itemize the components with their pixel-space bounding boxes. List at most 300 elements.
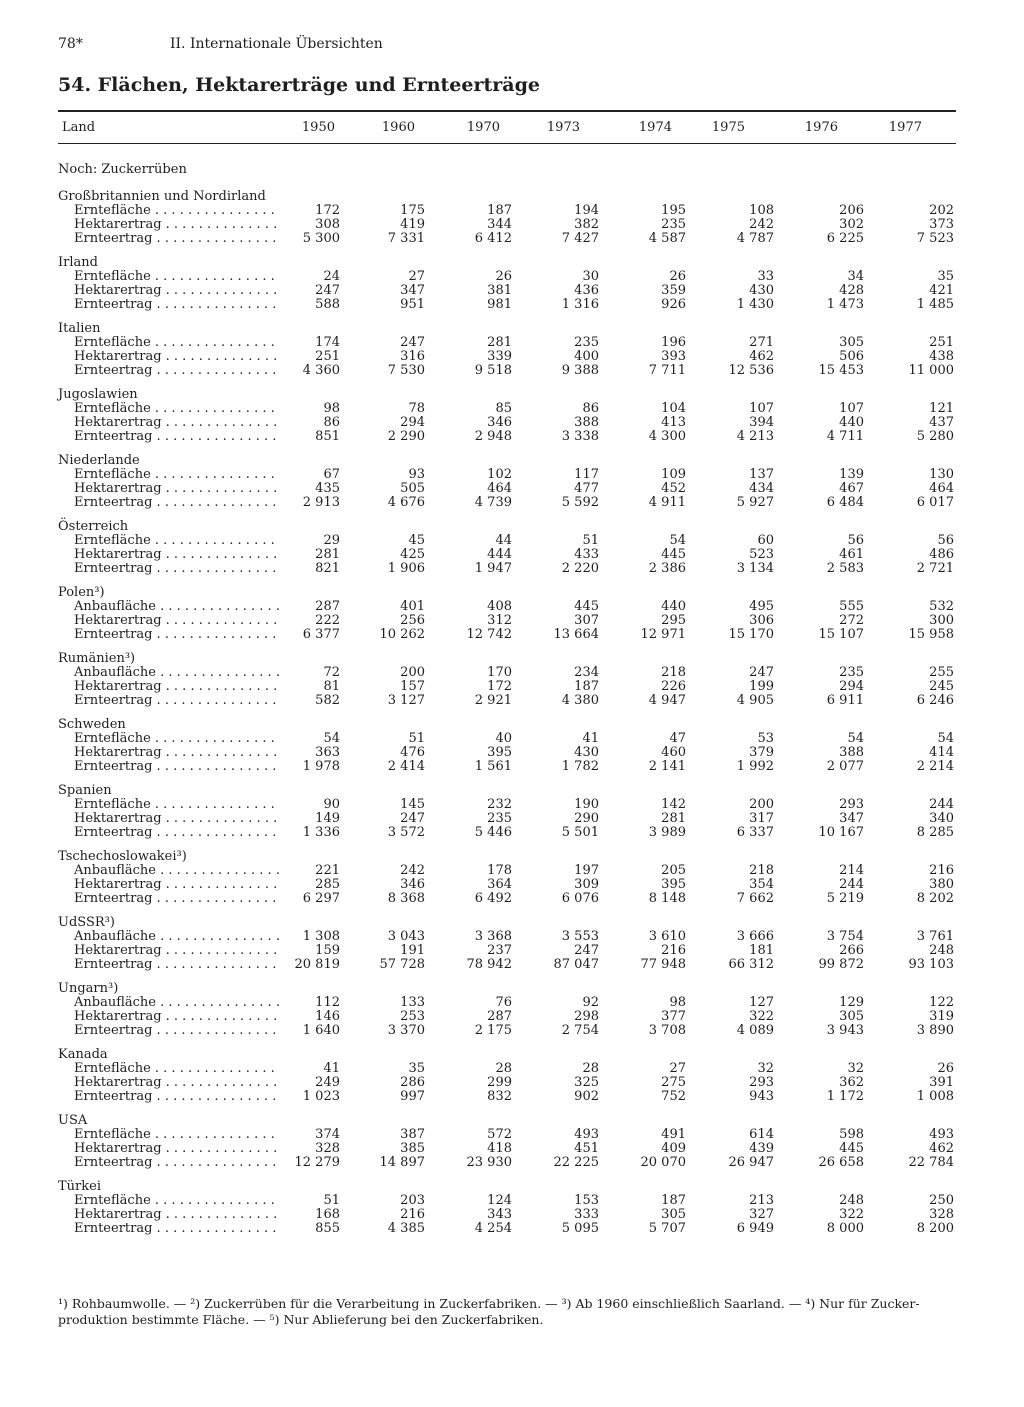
table-cell: 26 (495, 269, 512, 284)
table-cell: 56 (847, 533, 864, 548)
country-name: Italien (58, 321, 101, 336)
country-name: Tschechoslowakei³) (58, 849, 187, 864)
table-cell: 307 (574, 613, 599, 628)
row-label: Ernteertrag . . . (74, 1090, 280, 1104)
table-cell: 146 (315, 1009, 340, 1024)
table-cell: 15 958 (908, 627, 954, 642)
table-cell: 493 (929, 1127, 954, 1142)
table-cell: 1 782 (561, 759, 599, 774)
table-cell: 4 380 (561, 693, 599, 708)
table-cell: 5 300 (302, 231, 340, 246)
table-cell: 10 262 (379, 627, 425, 642)
table-cell: 15 107 (818, 627, 864, 642)
table-cell: 299 (487, 1075, 512, 1090)
table-cell: 285 (315, 877, 340, 892)
table-cell: 5 446 (474, 825, 512, 840)
table-cell: 477 (574, 481, 599, 496)
table-cell: 222 (315, 613, 340, 628)
table-cell: 124 (487, 1193, 512, 1208)
row-label: Ernteertrag . . . (74, 496, 280, 510)
table-cell: 316 (400, 349, 425, 364)
table-cell: 137 (749, 467, 774, 482)
table-cell: 45 (408, 533, 425, 548)
table-cell: 7 427 (561, 231, 599, 246)
table-cell: 6 492 (474, 891, 512, 906)
table-cell: 20 819 (294, 957, 340, 972)
table-cell: 387 (400, 1127, 425, 1142)
table-body (58, 160, 956, 1236)
table-cell: 99 872 (818, 957, 864, 972)
table-title: 54. Flächen, Hektarerträge und Ernteerträge (58, 74, 540, 96)
table-row (58, 1194, 956, 1208)
table-cell: 15 170 (728, 627, 774, 642)
country-block (58, 652, 956, 708)
table-cell: 187 (661, 1193, 686, 1208)
table-cell: 93 103 (908, 957, 954, 972)
table-cell: 1 023 (302, 1089, 340, 1104)
table-row (58, 996, 956, 1010)
table-cell: 281 (487, 335, 512, 350)
table-cell: 23 930 (466, 1155, 512, 1170)
table-cell: 6 484 (826, 495, 864, 510)
country-name: Schweden (58, 717, 126, 732)
table-cell: 57 728 (379, 957, 425, 972)
table-cell: 187 (574, 679, 599, 694)
table-row (58, 694, 956, 708)
row-label: Ernteertrag . . . (74, 1156, 280, 1170)
row-label: Hektarertrag . . . (74, 1208, 280, 1222)
table-cell: 339 (487, 349, 512, 364)
table-cell: 54 (937, 731, 954, 746)
table-cell: 3 943 (826, 1023, 864, 1038)
page-header (58, 36, 383, 52)
table-cell: 20 070 (640, 1155, 686, 1170)
table-cell: 6 017 (916, 495, 954, 510)
table-row (58, 892, 956, 906)
table-cell: 218 (749, 863, 774, 878)
column-header-year: 1960 (381, 120, 415, 135)
table-cell: 81 (323, 679, 340, 694)
table-row (58, 534, 956, 548)
table-cell: 35 (408, 1061, 425, 1076)
table-cell: 433 (574, 547, 599, 562)
table-cell: 5 280 (916, 429, 954, 444)
table-cell: 1 308 (302, 929, 340, 944)
table-cell: 98 (669, 995, 686, 1010)
header-rule (58, 143, 956, 144)
table-cell: 425 (400, 547, 425, 562)
table-row (58, 416, 956, 430)
footnote-line: ¹) Rohbaumwolle. — ²) Zuckerrüben für die Verarbeitung in Zuckerfabriken. — ³) Ab 1960 einschließlich Saarland. — ⁴) Nur für Zucker- (58, 1296, 920, 1311)
table-cell: 242 (749, 217, 774, 232)
table-cell: 1 978 (302, 759, 340, 774)
table-cell: 3 572 (387, 825, 425, 840)
table-cell: 2 220 (561, 561, 599, 576)
table-cell: 104 (661, 401, 686, 416)
column-header-year: 1974 (638, 120, 672, 135)
row-label: Hektarertrag . . . (74, 350, 280, 364)
row-label: Hektarertrag . . . (74, 614, 280, 628)
column-header-year: 1970 (466, 120, 500, 135)
table-cell: 275 (661, 1075, 686, 1090)
table-cell: 197 (574, 863, 599, 878)
table-cell: 6 337 (736, 825, 774, 840)
table-cell: 29 (323, 533, 340, 548)
table-cell: 26 (669, 269, 686, 284)
table-cell: 7 530 (387, 363, 425, 378)
table-cell: 237 (487, 943, 512, 958)
table-cell: 8 368 (387, 891, 425, 906)
table-cell: 461 (839, 547, 864, 562)
section-title: Noch: Zuckerrüben (58, 162, 187, 177)
top-rule (58, 110, 956, 112)
table-cell: 271 (749, 335, 774, 350)
table-cell: 178 (487, 863, 512, 878)
table-cell: 379 (749, 745, 774, 760)
table-row (58, 798, 956, 812)
table-cell: 272 (839, 613, 864, 628)
table-cell: 435 (315, 481, 340, 496)
table-cell: 3 043 (387, 929, 425, 944)
table-cell: 2 414 (387, 759, 425, 774)
table-cell: 26 658 (818, 1155, 864, 1170)
table-cell: 981 (487, 297, 512, 312)
table-cell: 86 (582, 401, 599, 416)
table-cell: 359 (661, 283, 686, 298)
table-cell: 200 (749, 797, 774, 812)
table-cell: 47 (669, 731, 686, 746)
row-label: Ernteertrag . . . (74, 958, 280, 972)
table-cell: 85 (495, 401, 512, 416)
table-cell: 4 587 (648, 231, 686, 246)
row-label: Erntefläche . . . (74, 1128, 280, 1142)
country-block (58, 1048, 956, 1104)
table-cell: 445 (661, 547, 686, 562)
row-label: Ernteertrag . . . (74, 694, 280, 708)
row-label: Hektarertrag . . . (74, 878, 280, 892)
table-cell: 430 (749, 283, 774, 298)
table-cell: 174 (315, 335, 340, 350)
table-cell: 381 (487, 283, 512, 298)
table-row (58, 600, 956, 614)
table-cell: 344 (487, 217, 512, 232)
table-cell: 27 (408, 269, 425, 284)
table-row (58, 430, 956, 444)
row-label: Hektarertrag . . . (74, 1142, 280, 1156)
table-cell: 51 (582, 533, 599, 548)
table-row (58, 930, 956, 944)
table-cell: 319 (929, 1009, 954, 1024)
table-cell: 195 (661, 203, 686, 218)
table-cell: 3 761 (916, 929, 954, 944)
table-cell: 250 (929, 1193, 954, 1208)
table-cell: 244 (929, 797, 954, 812)
table-row (58, 666, 956, 680)
table-cell: 247 (749, 665, 774, 680)
table-row (58, 614, 956, 628)
table-row (58, 482, 956, 496)
table-cell: 56 (937, 533, 954, 548)
table-cell: 253 (400, 1009, 425, 1024)
table-cell: 203 (400, 1193, 425, 1208)
table-cell: 12 742 (466, 627, 512, 642)
table-row (58, 680, 956, 694)
table-cell: 51 (408, 731, 425, 746)
table-cell: 462 (749, 349, 774, 364)
row-label: Erntefläche . . . (74, 798, 280, 812)
table-cell: 354 (749, 877, 774, 892)
table-cell: 235 (574, 335, 599, 350)
country-name: Spanien (58, 783, 112, 798)
table-cell: 5 592 (561, 495, 599, 510)
table-cell: 4 947 (648, 693, 686, 708)
table-row (58, 826, 956, 840)
table-cell: 213 (749, 1193, 774, 1208)
table-cell: 67 (323, 467, 340, 482)
table-cell: 6 377 (302, 627, 340, 642)
table-cell: 40 (495, 731, 512, 746)
table-cell: 598 (839, 1127, 864, 1142)
table-cell: 328 (315, 1141, 340, 1156)
country-block (58, 454, 956, 510)
table-cell: 145 (400, 797, 425, 812)
table-row (58, 1062, 956, 1076)
table-cell: 293 (839, 797, 864, 812)
table-cell: 346 (400, 877, 425, 892)
table-cell: 266 (839, 943, 864, 958)
table-cell: 6 911 (826, 693, 864, 708)
row-label: Hektarertrag . . . (74, 812, 280, 826)
table-cell: 199 (749, 679, 774, 694)
table-cell: 8 200 (916, 1221, 954, 1236)
table-cell: 464 (929, 481, 954, 496)
table-cell: 421 (929, 283, 954, 298)
country-block (58, 718, 956, 774)
table-cell: 440 (839, 415, 864, 430)
table-cell: 8 285 (916, 825, 954, 840)
table-cell: 2 913 (302, 495, 340, 510)
table-cell: 343 (487, 1207, 512, 1222)
table-cell: 98 (323, 401, 340, 416)
row-label: Ernteertrag . . . (74, 562, 280, 576)
table-cell: 153 (574, 1193, 599, 1208)
table-row (58, 878, 956, 892)
table-cell: 7 662 (736, 891, 774, 906)
footnotes (58, 1296, 958, 1328)
table-cell: 27 (669, 1061, 686, 1076)
table-cell: 440 (661, 599, 686, 614)
table-cell: 157 (400, 679, 425, 694)
table-cell: 78 (408, 401, 425, 416)
table-row (58, 298, 956, 312)
table-cell: 322 (839, 1207, 864, 1222)
table-row (58, 1024, 956, 1038)
country-block (58, 916, 956, 972)
table-cell: 200 (400, 665, 425, 680)
table-row (58, 760, 956, 774)
table-cell: 385 (400, 1141, 425, 1156)
table-cell: 401 (400, 599, 425, 614)
table-cell: 4 300 (648, 429, 686, 444)
table-cell: 235 (661, 217, 686, 232)
table-cell: 11 000 (908, 363, 954, 378)
table-cell: 414 (929, 745, 954, 760)
row-label: Erntefläche . . . (74, 732, 280, 746)
table-cell: 382 (574, 217, 599, 232)
row-label: Hektarertrag . . . (74, 1010, 280, 1024)
table-cell: 66 312 (728, 957, 774, 972)
country-block (58, 784, 956, 840)
table-cell: 28 (495, 1061, 512, 1076)
table-cell: 428 (839, 283, 864, 298)
table-cell: 309 (574, 877, 599, 892)
table-cell: 476 (400, 745, 425, 760)
table-cell: 439 (749, 1141, 774, 1156)
table-cell: 2 077 (826, 759, 864, 774)
country-name: Niederlande (58, 453, 140, 468)
footnote-line: produktion bestimmte Fläche. — ⁵) Nur Ablieferung bei den Zuckerfabriken. (58, 1312, 544, 1327)
table-cell: 14 897 (379, 1155, 425, 1170)
table-cell: 467 (839, 481, 864, 496)
table-cell: 4 089 (736, 1023, 774, 1038)
table-cell: 460 (661, 745, 686, 760)
table-cell: 221 (315, 863, 340, 878)
table-cell: 26 947 (728, 1155, 774, 1170)
table-cell: 53 (757, 731, 774, 746)
table-cell: 2 583 (826, 561, 864, 576)
table-cell: 6 225 (826, 231, 864, 246)
row-label: Hektarertrag . . . (74, 482, 280, 496)
table-cell: 3 754 (826, 929, 864, 944)
row-label: Ernteertrag . . . (74, 826, 280, 840)
country-name: Österreich (58, 519, 129, 534)
table-cell: 395 (487, 745, 512, 760)
table-cell: 408 (487, 599, 512, 614)
table-cell: 444 (487, 547, 512, 562)
column-header-year: 1950 (301, 120, 335, 135)
table-cell: 506 (839, 349, 864, 364)
row-label: Ernteertrag . . . (74, 760, 280, 774)
table-cell: 1 316 (561, 297, 599, 312)
table-cell: 523 (749, 547, 774, 562)
row-label: Erntefläche . . . (74, 204, 280, 218)
table-cell: 2 141 (648, 759, 686, 774)
table-cell: 205 (661, 863, 686, 878)
country-name: USA (58, 1113, 88, 1128)
table-cell: 159 (315, 943, 340, 958)
table-cell: 26 (937, 1061, 954, 1076)
table-cell: 44 (495, 533, 512, 548)
table-cell: 364 (487, 877, 512, 892)
table-cell: 196 (661, 335, 686, 350)
table-cell: 3 338 (561, 429, 599, 444)
table-cell: 187 (487, 203, 512, 218)
table-cell: 281 (315, 547, 340, 562)
table-cell: 130 (929, 467, 954, 482)
table-cell: 2 921 (474, 693, 512, 708)
table-cell: 9 388 (561, 363, 599, 378)
row-label: Hektarertrag . . . (74, 944, 280, 958)
row-label: Hektarertrag . . . (74, 218, 280, 232)
table-cell: 4 739 (474, 495, 512, 510)
row-label: Anbaufläche . . . (74, 864, 280, 878)
table-cell: 78 942 (466, 957, 512, 972)
table-cell: 2 214 (916, 759, 954, 774)
table-cell: 437 (929, 415, 954, 430)
table-cell: 7 523 (916, 231, 954, 246)
row-label: Hektarertrag . . . (74, 746, 280, 760)
table-cell: 10 167 (818, 825, 864, 840)
table-cell: 32 (847, 1061, 864, 1076)
table-cell: 235 (487, 811, 512, 826)
table-cell: 347 (400, 283, 425, 298)
table-cell: 247 (400, 335, 425, 350)
country-name: Polen³) (58, 585, 105, 600)
row-label: Anbaufläche . . . (74, 666, 280, 680)
country-name: Türkei (58, 1179, 101, 1194)
table-cell: 149 (315, 811, 340, 826)
table-cell: 9 518 (474, 363, 512, 378)
table-cell: 951 (400, 297, 425, 312)
table-cell: 464 (487, 481, 512, 496)
table-cell: 247 (400, 811, 425, 826)
table-cell: 391 (929, 1075, 954, 1090)
table-cell: 306 (749, 613, 774, 628)
table-cell: 90 (323, 797, 340, 812)
table-cell: 302 (839, 217, 864, 232)
table-cell: 216 (661, 943, 686, 958)
table-cell: 3 368 (474, 929, 512, 944)
table-cell: 4 254 (474, 1221, 512, 1236)
table-cell: 821 (315, 561, 340, 576)
table-cell: 293 (749, 1075, 774, 1090)
table-cell: 5 927 (736, 495, 774, 510)
table-cell: 1 992 (736, 759, 774, 774)
table-cell: 6 412 (474, 231, 512, 246)
table-row (58, 468, 956, 482)
table-row (58, 562, 956, 576)
table-cell: 926 (661, 297, 686, 312)
table-cell: 394 (749, 415, 774, 430)
row-label: Ernteertrag . . . (74, 1222, 280, 1236)
table-cell: 327 (749, 1207, 774, 1222)
table-cell: 832 (487, 1089, 512, 1104)
table-cell: 491 (661, 1127, 686, 1142)
table-cell: 3 708 (648, 1023, 686, 1038)
country-block (58, 850, 956, 906)
table-cell: 54 (669, 533, 686, 548)
table-cell: 572 (487, 1127, 512, 1142)
table-cell: 6 297 (302, 891, 340, 906)
table-cell: 388 (574, 415, 599, 430)
table-cell: 12 971 (640, 627, 686, 642)
table-cell: 2 175 (474, 1023, 512, 1038)
table-cell: 251 (315, 349, 340, 364)
table-cell: 1 906 (387, 561, 425, 576)
table-cell: 76 (495, 995, 512, 1010)
table-cell: 377 (661, 1009, 686, 1024)
table-cell: 191 (400, 943, 425, 958)
table-cell: 325 (574, 1075, 599, 1090)
table-cell: 305 (839, 1009, 864, 1024)
table-cell: 249 (315, 1075, 340, 1090)
country-name: Ungarn³) (58, 981, 119, 996)
table-cell: 413 (661, 415, 686, 430)
table-cell: 1 947 (474, 561, 512, 576)
table-cell: 32 (757, 1061, 774, 1076)
table-cell: 943 (749, 1089, 774, 1104)
table-row (58, 232, 956, 246)
